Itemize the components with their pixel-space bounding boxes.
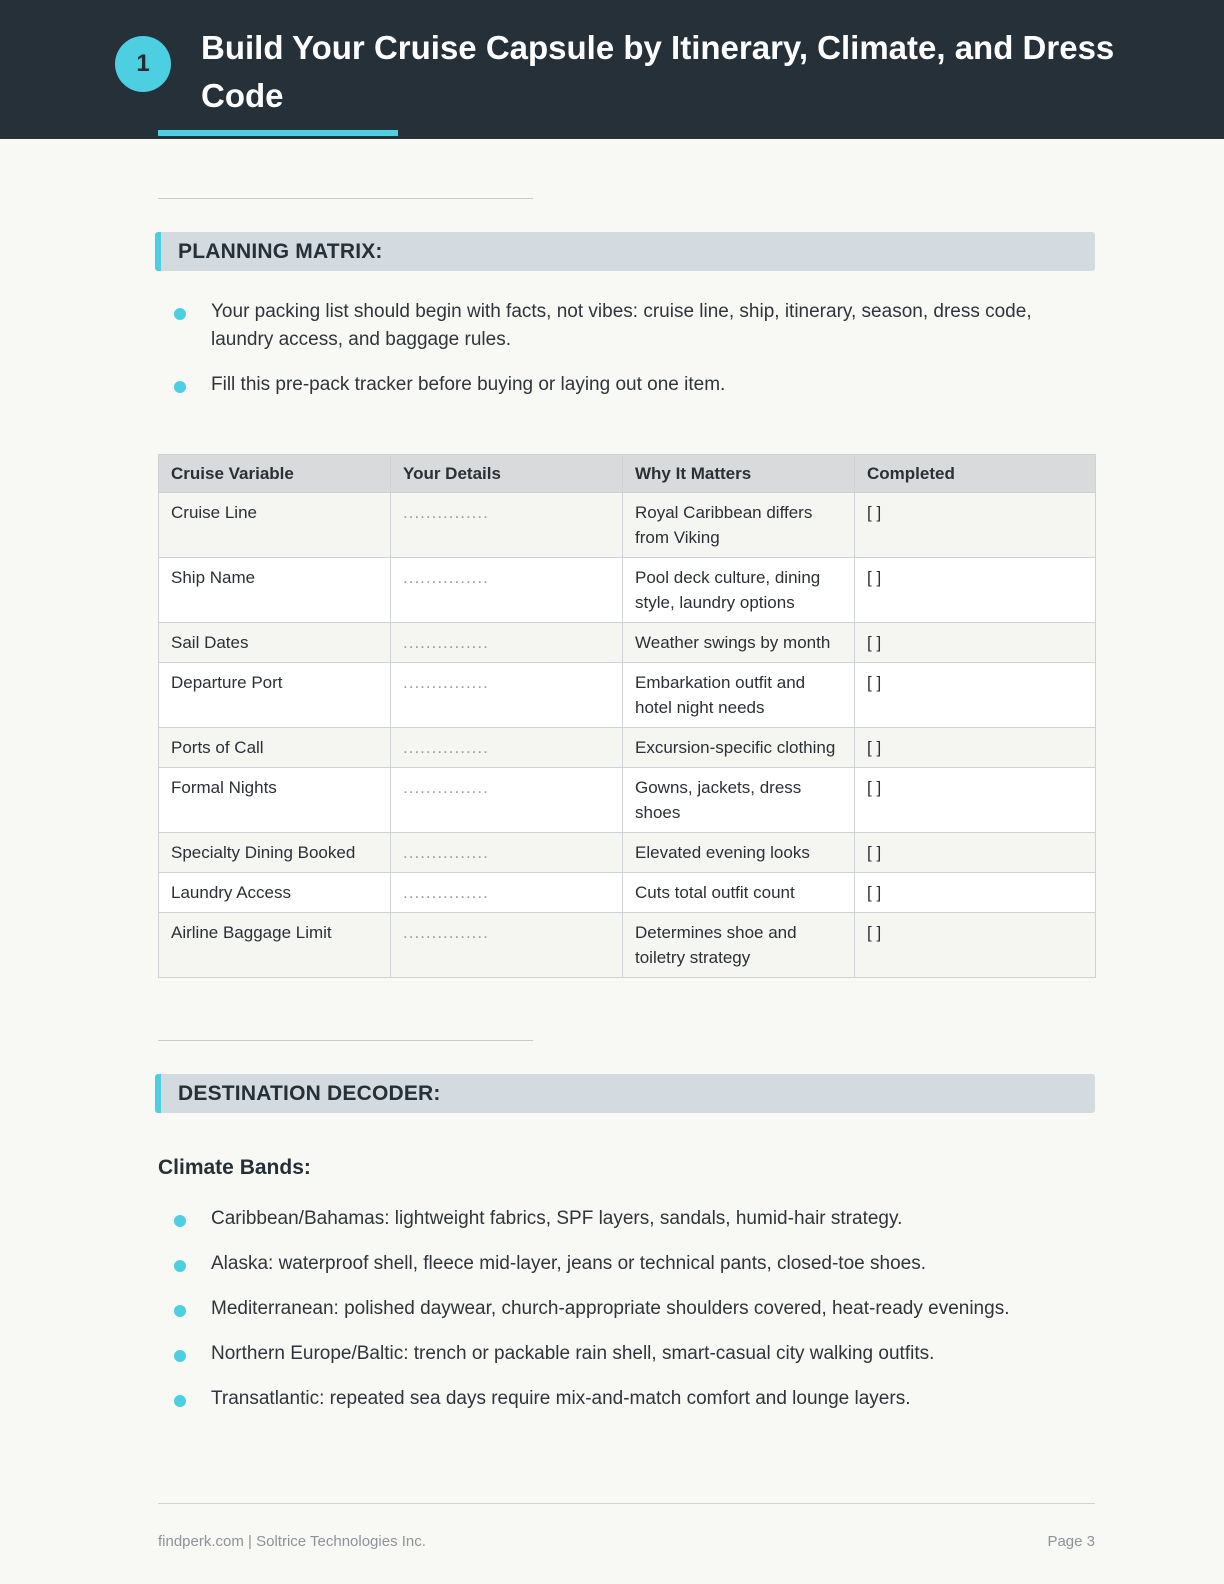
variable-cell: Sail Dates <box>159 623 391 663</box>
planning-bullet-list <box>170 298 1090 416</box>
column-header: Cruise Variable <box>159 455 391 493</box>
bullet-dot-icon <box>174 308 186 320</box>
variable-cell: Airline Baggage Limit <box>159 913 391 978</box>
climate-bullet-list <box>170 1205 1090 1430</box>
completed-checkbox[interactable]: [ ] <box>855 663 1096 728</box>
list-item: Alaska: waterproof shell, fleece mid-layer, jeans or technical pants, closed-toe shoes. <box>170 1250 1090 1278</box>
completed-checkbox[interactable]: [ ] <box>855 558 1096 623</box>
list-item: Caribbean/Bahamas: lightweight fabrics, SPF layers, sandals, humid-hair strategy. <box>170 1205 1090 1233</box>
details-field[interactable]: ............... <box>391 623 623 663</box>
reason-cell: Cuts total outfit count <box>623 873 855 913</box>
title-underline <box>158 130 398 136</box>
bullet-dot-icon <box>174 381 186 393</box>
completed-checkbox[interactable]: [ ] <box>855 493 1096 558</box>
reason-cell: Determines shoe and toiletry strategy <box>623 913 855 978</box>
completed-checkbox[interactable]: [ ] <box>855 873 1096 913</box>
variable-cell: Formal Nights <box>159 768 391 833</box>
table-row <box>159 873 1096 913</box>
section-divider <box>158 198 533 199</box>
completed-checkbox[interactable]: [ ] <box>855 623 1096 663</box>
list-item: Transatlantic: repeated sea days require mix-and-match comfort and lounge layers. <box>170 1385 1090 1413</box>
reason-cell: Elevated evening looks <box>623 833 855 873</box>
details-field[interactable]: ............... <box>391 768 623 833</box>
bullet-dot-icon <box>174 1350 186 1362</box>
footer-company: findperk.com | Soltrice Technologies Inc. <box>158 1533 426 1550</box>
table-row <box>159 728 1096 768</box>
table-row <box>159 558 1096 623</box>
column-header: Why It Matters <box>623 455 855 493</box>
list-item: Northern Europe/Baltic: trench or packable rain shell, smart-casual city walking outfits. <box>170 1340 1090 1368</box>
reason-cell: Royal Caribbean differs from Viking <box>623 493 855 558</box>
table-row <box>159 913 1096 978</box>
reason-cell: Excursion-specific clothing <box>623 728 855 768</box>
planning-heading: PLANNING MATRIX: <box>178 240 383 263</box>
list-item: Mediterranean: polished daywear, church-appropriate shoulders covered, heat-ready evenings. <box>170 1295 1090 1323</box>
page-number: Page 3 <box>1047 1533 1095 1550</box>
details-field[interactable]: ............... <box>391 833 623 873</box>
reason-cell: Pool deck culture, dining style, laundry options <box>623 558 855 623</box>
details-field[interactable]: ............... <box>391 913 623 978</box>
variable-cell: Cruise Line <box>159 493 391 558</box>
reason-cell: Embarkation outfit and hotel night needs <box>623 663 855 728</box>
table-header-row <box>159 455 1096 493</box>
destination-heading: DESTINATION DECODER: <box>178 1082 441 1105</box>
column-header: Completed <box>855 455 1096 493</box>
variable-cell: Ports of Call <box>159 728 391 768</box>
table-row <box>159 493 1096 558</box>
bullet-dot-icon <box>174 1395 186 1407</box>
details-field[interactable]: ............... <box>391 558 623 623</box>
list-item: Fill this pre-pack tracker before buying or laying out one item. <box>170 371 1090 399</box>
destination-section-bar <box>155 1074 1095 1113</box>
page-title: Build Your Cruise Capsule by Itinerary, Climate, and Dress Code <box>201 29 1115 114</box>
completed-checkbox[interactable]: [ ] <box>855 768 1096 833</box>
variable-cell: Specialty Dining Booked <box>159 833 391 873</box>
step-number-badge: 1 <box>115 36 171 92</box>
bullet-dot-icon <box>174 1260 186 1272</box>
planning-section-bar <box>155 232 1095 271</box>
variable-cell: Departure Port <box>159 663 391 728</box>
table-row <box>159 663 1096 728</box>
column-header: Your Details <box>391 455 623 493</box>
table-row <box>159 833 1096 873</box>
reason-cell: Weather swings by month <box>623 623 855 663</box>
details-field[interactable]: ............... <box>391 728 623 768</box>
variable-cell: Ship Name <box>159 558 391 623</box>
table-row <box>159 768 1096 833</box>
climate-bands-subheading: Climate Bands: <box>158 1156 311 1179</box>
footer-divider <box>158 1503 1095 1504</box>
table-row <box>159 623 1096 663</box>
completed-checkbox[interactable]: [ ] <box>855 913 1096 978</box>
bullet-dot-icon <box>174 1305 186 1317</box>
page-header <box>0 0 1224 139</box>
completed-checkbox[interactable]: [ ] <box>855 833 1096 873</box>
planning-matrix-table <box>158 454 1096 978</box>
list-item: Your packing list should begin with facts, not vibes: cruise line, ship, itinerary, season, dress code, laundry access, and baggage rules. <box>170 298 1090 354</box>
variable-cell: Laundry Access <box>159 873 391 913</box>
bullet-dot-icon <box>174 1215 186 1227</box>
completed-checkbox[interactable]: [ ] <box>855 728 1096 768</box>
reason-cell: Gowns, jackets, dress shoes <box>623 768 855 833</box>
section-divider <box>158 1040 533 1041</box>
details-field[interactable]: ............... <box>391 493 623 558</box>
details-field[interactable]: ............... <box>391 663 623 728</box>
details-field[interactable]: ............... <box>391 873 623 913</box>
